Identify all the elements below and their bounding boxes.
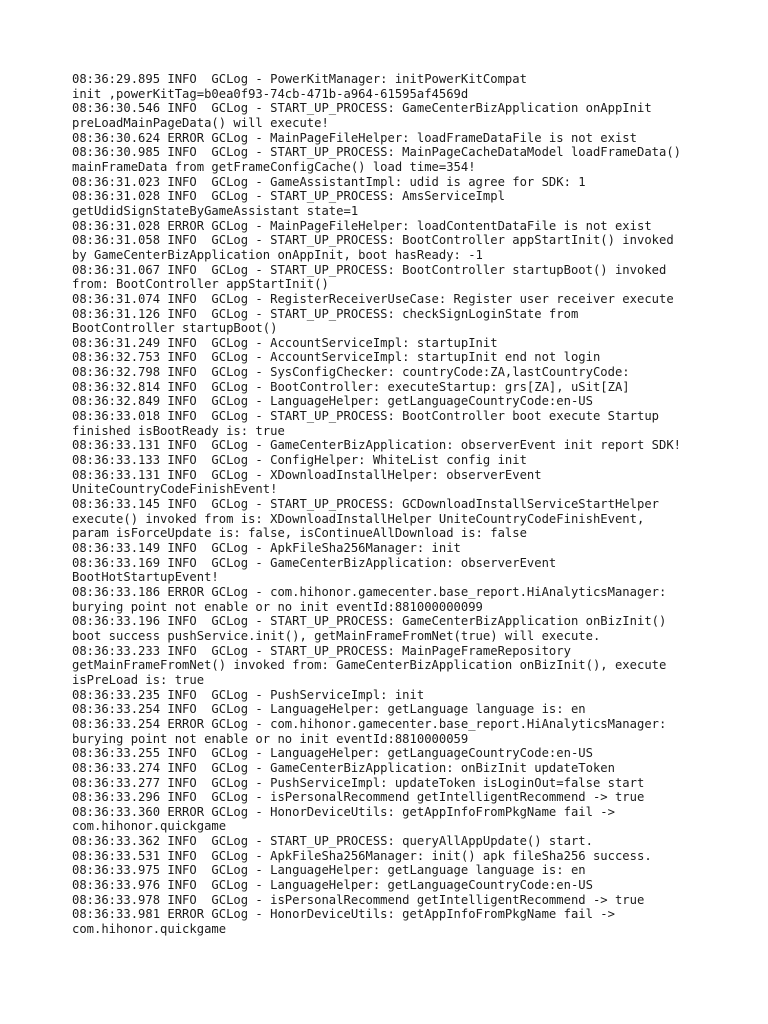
log-line: 08:36:33.254 ERROR GCLog - com.hihonor.gamecenter.base_report.HiAnalyticsManager: <box>72 716 667 731</box>
log-line: 08:36:33.277 INFO GCLog - PushServiceImpl: updateToken isLoginOut=false start <box>72 775 645 790</box>
log-line: 08:36:33.254 INFO GCLog - LanguageHelper: getLanguage language is: en <box>72 702 586 717</box>
log-line: 08:36:33.975 INFO GCLog - LanguageHelper: getLanguage language is: en <box>72 863 586 878</box>
document-page <box>72 72 712 937</box>
log-line: isPreLoad is: true <box>72 672 205 687</box>
log-line: com.hihonor.quickgame <box>72 819 227 834</box>
log-line: 08:36:33.149 INFO GCLog - ApkFileSha256Manager: init <box>72 541 461 555</box>
log-line: 08:36:33.186 ERROR GCLog - com.hihonor.gamecenter.base_report.HiAnalyticsManager: <box>72 584 667 599</box>
log-line: BootHotStartupEvent! <box>72 570 219 585</box>
log-line: 08:36:32.798 INFO GCLog - SysConfigChecker: countryCode:ZA,lastCountryCode: <box>72 365 630 380</box>
log-line: 08:36:31.067 INFO GCLog - START_UP_PROCESS: BootController startupBoot() invoked <box>72 262 667 277</box>
log-line: 08:36:30.624 ERROR GCLog - MainPageFileHelper: loadFrameDataFile is not exist <box>72 130 637 145</box>
log-line: 08:36:33.296 INFO GCLog - isPersonalRecommend getIntelligentRecommend -> true <box>72 790 645 805</box>
log-line: execute() invoked from is: XDownloadInstallHelper UniteCountryCodeFinishEvent, <box>72 511 645 526</box>
log-line: UniteCountryCodeFinishEvent! <box>72 482 278 497</box>
log-line: 08:36:33.274 INFO GCLog - GameCenterBizApplication: onBizInit updateToken <box>72 760 615 775</box>
log-line: 08:36:33.531 INFO GCLog - ApkFileSha256Manager: init() apk fileSha256 success. <box>72 848 652 863</box>
log-line: 08:36:32.814 INFO GCLog - BootController: executeStartup: grs[ZA], uSit[ZA] <box>72 379 630 394</box>
log-line: 08:36:33.978 INFO GCLog - isPersonalRecommend getIntelligentRecommend -> true <box>72 892 645 907</box>
log-line: 08:36:33.981 ERROR GCLog - HonorDeviceUtils: getAppInfoFromPkgName fail -> <box>72 907 615 922</box>
log-line: burying point not enable or no init eventId:8810000059 <box>72 731 469 746</box>
log-line: 08:36:31.126 INFO GCLog - START_UP_PROCESS: checkSignLoginState from <box>72 306 579 321</box>
log-line: preLoadMainPageData() will execute! <box>72 115 329 130</box>
log-line: init ,powerKitTag=b0ea0f93-74cb-471b-a964-61595af4569d <box>72 86 469 101</box>
log-line: burying point not enable or no init eventId:881000000099 <box>72 599 483 614</box>
log-line: mainFrameData from getFrameConfigCache() load time=354! <box>72 159 476 174</box>
log-line: 08:36:33.976 INFO GCLog - LanguageHelper: getLanguageCountryCode:en-US <box>72 878 593 893</box>
log-line: by GameCenterBizApplication onAppInit, boot hasReady: -1 <box>72 247 483 262</box>
log-line: 08:36:33.133 INFO GCLog - ConfigHelper: WhiteList config init <box>72 453 527 468</box>
log-line: 08:36:30.985 INFO GCLog - START_UP_PROCESS: MainPageCacheDataModel loadFrameData() <box>72 145 682 160</box>
log-line: 08:36:31.028 ERROR GCLog - MainPageFileHelper: loadContentDataFile is not exist <box>72 218 652 233</box>
log-line: 08:36:31.028 INFO GCLog - START_UP_PROCESS: AmsServiceImpl <box>72 189 505 204</box>
log-line: 08:36:33.233 INFO GCLog - START_UP_PROCESS: MainPageFrameRepository <box>72 643 571 658</box>
log-text-block <box>72 72 712 937</box>
log-line: 08:36:31.249 INFO GCLog - AccountServiceImpl: startupInit <box>72 335 498 350</box>
log-line: from: BootController appStartInit() <box>72 277 329 292</box>
log-line: 08:36:32.849 INFO GCLog - LanguageHelper: getLanguageCountryCode:en-US <box>72 394 593 409</box>
log-line: 08:36:33.145 INFO GCLog - START_UP_PROCESS: GCDownloadInstallServiceStartHelper <box>72 497 659 512</box>
log-line: 08:36:33.131 INFO GCLog - XDownloadInstallHelper: observerEvent <box>72 467 542 482</box>
log-line: 08:36:29.895 INFO GCLog - PowerKitManager: initPowerKitCompat <box>72 72 527 86</box>
log-line: 08:36:33.255 INFO GCLog - LanguageHelper: getLanguageCountryCode:en-US <box>72 746 593 761</box>
log-line: com.hihonor.quickgame <box>72 922 227 937</box>
log-line: 08:36:33.131 INFO GCLog - GameCenterBizApplication: observerEvent init report SDK! <box>72 438 682 453</box>
log-line: 08:36:31.074 INFO GCLog - RegisterReceiverUseCase: Register user receiver execute <box>72 291 674 306</box>
log-line: 08:36:33.196 INFO GCLog - START_UP_PROCESS: GameCenterBizApplication onBizInit() <box>72 614 667 629</box>
log-line: 08:36:33.360 ERROR GCLog - HonorDeviceUtils: getAppInfoFromPkgName fail -> <box>72 804 615 819</box>
log-line: 08:36:30.546 INFO GCLog - START_UP_PROCESS: GameCenterBizApplication onAppInit <box>72 101 652 116</box>
log-line: 08:36:31.058 INFO GCLog - START_UP_PROCESS: BootController appStartInit() invoked <box>72 233 674 248</box>
log-line: getMainFrameFromNet() invoked from: GameCenterBizApplication onBizInit(), execute <box>72 658 667 673</box>
log-line: BootController startupBoot() <box>72 321 278 336</box>
log-line: 08:36:31.023 INFO GCLog - GameAssistantImpl: udid is agree for SDK: 1 <box>72 174 586 189</box>
log-line: 08:36:33.362 INFO GCLog - START_UP_PROCESS: queryAllAppUpdate() start. <box>72 834 593 849</box>
log-line: 08:36:33.018 INFO GCLog - START_UP_PROCESS: BootController boot execute Startup <box>72 409 659 424</box>
log-line: boot success pushService.init(), getMainFrameFromNet(true) will execute. <box>72 628 601 643</box>
log-line: 08:36:33.235 INFO GCLog - PushServiceImpl: init <box>72 687 425 702</box>
log-line: 08:36:33.169 INFO GCLog - GameCenterBizApplication: observerEvent <box>72 555 557 570</box>
log-line: getUdidSignStateByGameAssistant state=1 <box>72 203 359 218</box>
log-line: finished isBootReady is: true <box>72 423 285 438</box>
log-line: param isForceUpdate is: false, isContinueAllDownload is: false <box>72 526 527 541</box>
log-line: 08:36:32.753 INFO GCLog - AccountServiceImpl: startupInit end not login <box>72 350 601 365</box>
